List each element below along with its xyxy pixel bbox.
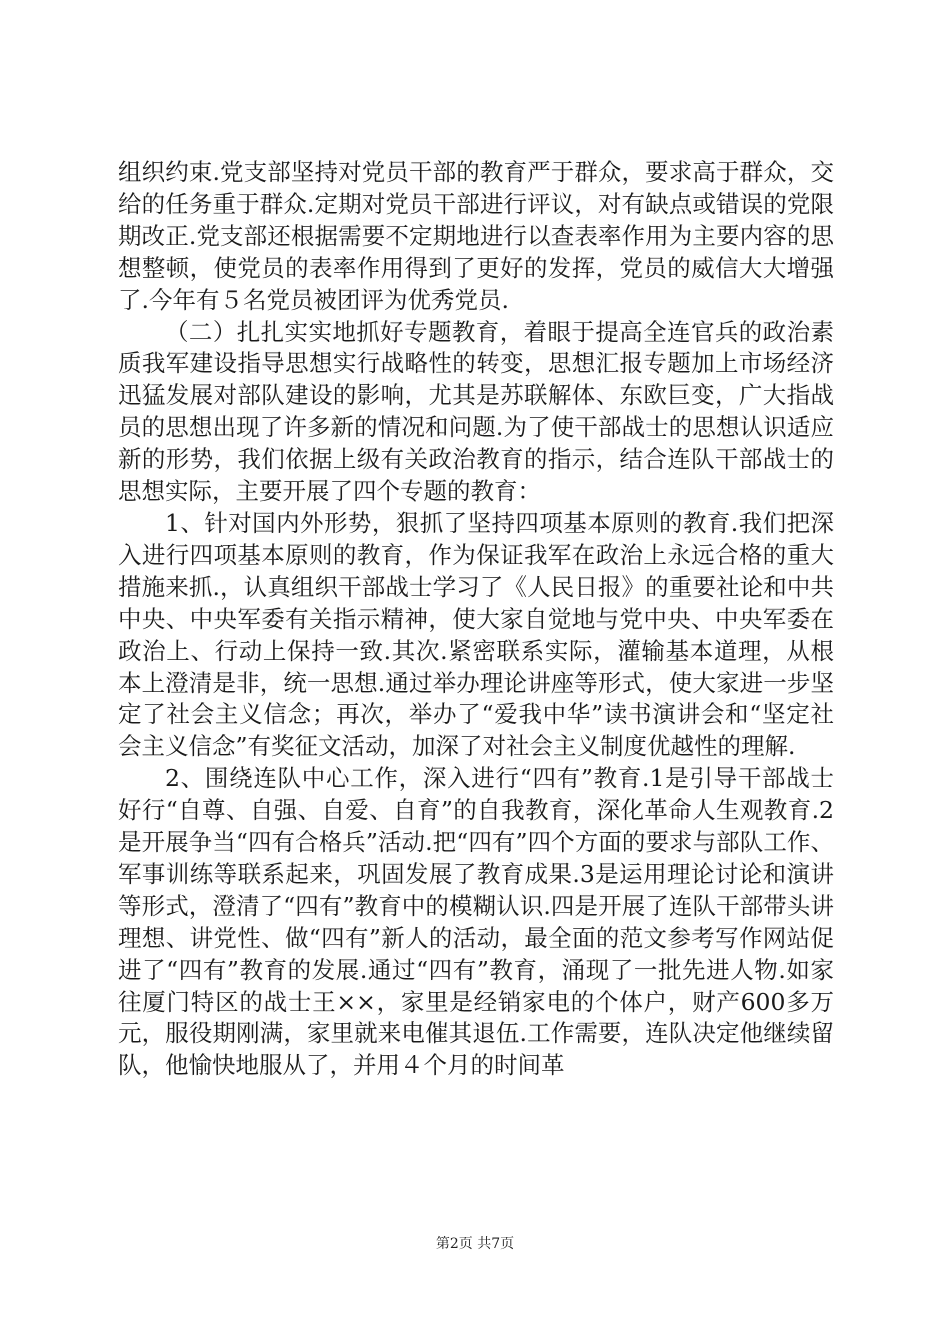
paragraph-1: 组织约束.党支部坚持对党员干部的教育严于群众，要求高于群众，交给的任务重于群众.定期对党员干部进行评议，对有缺点或错误的党限期改正.党支部还根据需要不定期地进行以查表率作用为主要内容的思想整顿，使党员的表率作用得到了更好的发挥，党员的威信大大增强了.今年有５名党员被团评为优秀党员. xyxy=(118,158,834,314)
paragraph-3: 1、针对国内外形势，狠抓了坚持四项基本原则的教育.我们把深入进行四项基本原则的教育，作为保证我军在政治上永远合格的重大措施来抓.，认真组织干部战士学习了《人民日报》的重要社论和中共中央、中央军委有关指示精神，使大家自觉地与党中央、中央军委在政治上、行动上保持一致.其次.紧密联系实际，灌输基本道理，从根本上澄清是非，统一思想.通过举办理论讲座等形式，使大家进一步坚定了社会主义信念；再次，举办了“爱我中华”读书演讲会和“坚定社会主义信念”有奖征文活动，加深了对社会主义制度优越性的理解. xyxy=(118,508,834,761)
paragraph-2: （二）扎扎实实地抓好专题教育，着眼于提高全连官兵的政治素质我军建设指导思想实行战略性的转变，思想汇报专题加上市场经济迅猛发展对部队建设的影响，尤其是苏联解体、东欧巨变，广大指战员的思想出现了许多新的情况和问题.为了使干部战士的思想认识适应新的形势，我们依据上级有关政治教育的指示，结合连队干部战士的思想实际，主要开展了四个专题的教育： xyxy=(118,317,834,506)
page-number-footer: 第2页 共7页 xyxy=(435,1236,515,1252)
document-body xyxy=(118,157,834,1082)
paragraph-4: 2、围绕连队中心工作，深入进行“四有”教育.1是引导干部战士好行“自尊、自强、自爱、自育”的自我教育，深化革命人生观教育.2是开展争当“四有合格兵”活动.把“四有”四个方面的要求与部队工作、军事训练等联系起来，巩固发展了教育成果.3是运用理论讨论和演讲等形式，澄清了“四有”教育中的模糊认识.四是开展了连队干部带头讲理想、讲党性、做“四有”新人的活动，最全面的范文参考写作网站促进了“四有”教育的发展.通过“四有”教育，涌现了一批先进人物.如家往厦门特区的战士王××，家里是经销家电的个体户，财产600多万元，服役期刚满，家里就来电催其退伍.工作需要，连队决定他继续留队，他愉快地服从了，并用４个月的时间革 xyxy=(118,764,834,1080)
